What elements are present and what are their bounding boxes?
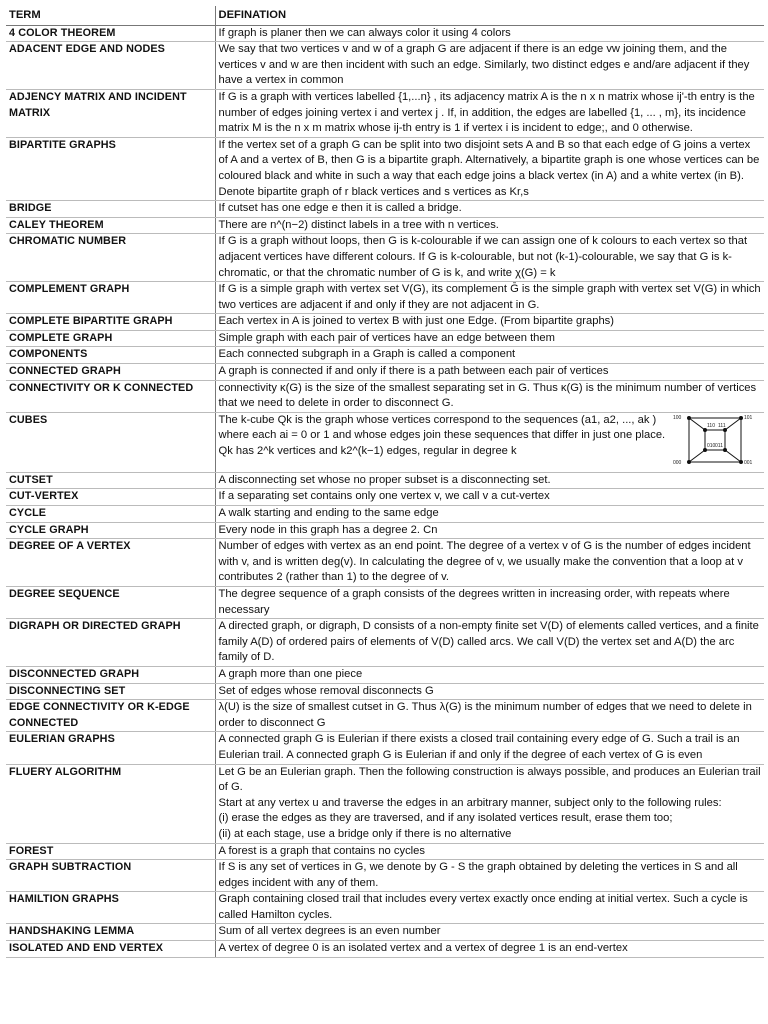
definition-cell: Each connected subgraph in a Graph is called a component (215, 347, 764, 364)
table-row (6, 217, 764, 234)
definition-cell: The degree sequence of a graph consists of the degrees written in increasing order, with repeats where necessary (215, 587, 764, 619)
definition-cell: If G is a simple graph with vertex set V(G), its complement Ḡ is the simple graph with vertex set V(G) in which two vertices are adjacent if and only if they are not adjacent in G. (215, 282, 764, 314)
definition-cell: Number of edges with vertex as an end point. The degree of a vertex v of G is the number of edges incident with v, and is written deg(v). In calculating the degree of v, we usually make the convention that a loop at v contributes 2 (rather than 1) to the degree of v. (215, 539, 764, 587)
cube-label: 001 (744, 459, 753, 466)
term-cell: CONNECTED GRAPH (6, 364, 215, 381)
cube-vertex (687, 416, 691, 420)
term-cell: CYCLE (6, 506, 215, 523)
term-cell: COMPLEMENT GRAPH (6, 282, 215, 314)
term-cell: CUT-VERTEX (6, 489, 215, 506)
header-row (6, 6, 764, 25)
table-row (6, 330, 764, 347)
definition-cell: Set of edges whose removal disconnects G (215, 683, 764, 700)
definition-cell: A vertex of degree 0 is an isolated vertex and a vertex of degree 1 is an end-vertex (215, 941, 764, 958)
definition-cell: A directed graph, or digraph, D consists of a non-empty finite set V(D) of elements called vertices, and a finite family A(D) of ordered pairs of elements of V(D) called arcs. We call V(D) the vertex set and A(D) the arc family of D. (215, 619, 764, 667)
term-cell: FLUERY ALGORITHM (6, 764, 215, 843)
table-row (6, 892, 764, 924)
table-row (6, 347, 764, 364)
table-row (6, 364, 764, 381)
cube-label: 010 (707, 442, 716, 449)
term-cell: BIPARTITE GRAPHS (6, 137, 215, 200)
term-cell: COMPLETE GRAPH (6, 330, 215, 347)
definition-cell: If G is a graph with vertices labelled {1,...n} , its adjacency matrix A is the n x n matrix whose ij'-th entry is the number of edges joining vertex i and vertex j . If, in addition, the edges are labelled {1, ... , m}, its incidence matrix M is the n x m matrix whose ij-th entry is 1 if vertex i is incident to edge;, and 0 otherwise. (215, 89, 764, 137)
definition-cell: Let G be an Eulerian graph. Then the following construction is always possible, and produces an Eulerian trail of G. Start at any vertex u and traverse the edges in an arbitrary manner, subject only to the following rules: (i) erase the edges as they are traversed, and if any isolated vertices result, erase them too; (ii) at each stage, use a bridge only if there is no alternative (215, 764, 764, 843)
term-column-header: TERM (6, 6, 215, 25)
definition-cell: Sum of all vertex degrees is an even number (215, 924, 764, 941)
term-cell: 4 COLOR THEOREM (6, 25, 215, 42)
term-cell: DISCONNECTING SET (6, 683, 215, 700)
glossary-table (6, 6, 764, 958)
table-row (6, 732, 764, 764)
table-row (6, 506, 764, 523)
table-row (6, 700, 764, 732)
cube-definition (219, 413, 762, 472)
term-cell: CONNECTIVITY OR K CONNECTED (6, 380, 215, 412)
definition-cell: If G is a graph without loops, then G is k-colourable if we can assign one of k colours to each vertex so that adjacent vertices have different colours. If G is k-colourable, but not (k-1)-colourable, we say that G is k-chromatic, or that the chromatic number of G is k, and write χ(G) = k (215, 234, 764, 282)
table-row (6, 924, 764, 941)
cube-label: 100 (673, 414, 682, 421)
table-row (6, 282, 764, 314)
table-row (6, 234, 764, 282)
table-row (6, 683, 764, 700)
term-cell: FOREST (6, 843, 215, 860)
definition-cell: If the vertex set of a graph G can be split into two disjoint sets A and B so that each edge of G joins a vertex of A and a vertex of B, then G is a bipartite graph. Alternatively, a bipartite graph is one whose vertices can be coloured black and white in such a way that each edge joins a black vertex (in A) and a white vertex (in B). Denote bipartite graph of r black vertices and s vertices as Kr,s (215, 137, 764, 200)
definition-cell: Graph containing closed trail that includes every vertex exactly once ending at initial vertex. Such a cycle is called Hamilton cycles. (215, 892, 764, 924)
definition-cell: connectivity κ(G) is the size of the smallest separating set in G. Thus κ(G) is the minimum number of vertices that we need to delete in order to disconnect G. (215, 380, 764, 412)
term-cell: ADACENT EDGE AND NODES (6, 42, 215, 90)
term-cell: CUBES (6, 412, 215, 472)
term-cell: DEGREE OF A VERTEX (6, 539, 215, 587)
table-row (6, 619, 764, 667)
term-cell: CUTSET (6, 472, 215, 489)
definition-cell: A graph more than one piece (215, 666, 764, 683)
definition-cell: If S is any set of vertices in G, we denote by G - S the graph obtained by deleting the vertices in S and all edges incident with any of them. (215, 860, 764, 892)
cube-graph-figure (671, 412, 761, 472)
definition-column-header: DEFINATION (215, 6, 764, 25)
table-row (6, 25, 764, 42)
definition-cell: Simple graph with each pair of vertices have an edge between them (215, 330, 764, 347)
table-row (6, 587, 764, 619)
table-row (6, 539, 764, 587)
cube-vertex (739, 416, 743, 420)
table-row (6, 201, 764, 218)
table-row (6, 314, 764, 331)
definition-cell: λ(U) is the size of smallest cutset in G. Thus λ(G) is the minimum number of edges that we need to delete in order to disconnect G (215, 700, 764, 732)
definition-cell: A forest is a graph that contains no cycles (215, 843, 764, 860)
definition-cell: If cutset has one edge e then it is called a bridge. (215, 201, 764, 218)
table-row (6, 489, 764, 506)
table-row (6, 941, 764, 958)
table-row (6, 89, 764, 137)
term-cell: DEGREE SEQUENCE (6, 587, 215, 619)
cube-label: 101 (744, 414, 753, 421)
term-cell: ISOLATED AND END VERTEX (6, 941, 215, 958)
term-cell: CYCLE GRAPH (6, 522, 215, 539)
term-cell: COMPLETE BIPARTITE GRAPH (6, 314, 215, 331)
term-cell: CHROMATIC NUMBER (6, 234, 215, 282)
table-row (6, 42, 764, 90)
cube-label: 111 (718, 422, 726, 429)
term-cell: BRIDGE (6, 201, 215, 218)
glossary-sheet (6, 6, 764, 958)
term-cell: DIGRAPH OR DIRECTED GRAPH (6, 619, 215, 667)
definition-cell: There are n^(n−2) distinct labels in a tree with n vertices. (215, 217, 764, 234)
table-row (6, 860, 764, 892)
term-cell: DISCONNECTED GRAPH (6, 666, 215, 683)
term-cell: HANDSHAKING LEMMA (6, 924, 215, 941)
term-cell: CALEY THEOREM (6, 217, 215, 234)
table-row (6, 764, 764, 843)
cube-vertex (687, 460, 691, 464)
definition-cell: If a separating set contains only one vertex v, we call v a cut-vertex (215, 489, 764, 506)
definition-cell: A connected graph G is Eulerian if there exists a closed trail containing every edge of G. Such a trail is an Eulerian trail. A connected graph G is Eulerian if and only if the degree of each vertex of G is even (215, 732, 764, 764)
table-row (6, 843, 764, 860)
definition-cell (215, 412, 764, 472)
cube-vertex (723, 448, 727, 452)
table-row (6, 137, 764, 200)
definition-cell: A graph is connected if and only if there is a path between each pair of vertices (215, 364, 764, 381)
definition-cell: We say that two vertices v and w of a graph G are adjacent if there is an edge vw joining them, and the vertices v and w are then incident with such an edge. Similarly, two distinct edges e and/are adjacent if they have a vertex in common (215, 42, 764, 90)
cube-label: 110 (707, 422, 715, 429)
cube-label: 011 (715, 442, 723, 449)
definition-cell: A walk starting and ending to the same edge (215, 506, 764, 523)
definition-cell: If graph is planer then we can always color it using 4 colors (215, 25, 764, 42)
cube-label: 000 (673, 459, 682, 466)
cube-definition-text: The k-cube Qk is the graph whose vertices correspond to the sequences (a1, a2, ..., ak ) where each ai = 0 or 1 and whose edges join these sequences that differ in just one place. Qk has 2^k vertices and k2^(k−1) edges, regular in degree k (218, 413, 666, 458)
definition-cell: Every node in this graph has a degree 2. Cn (215, 522, 764, 539)
term-cell: ADJENCY MATRIX AND INCIDENT MATRIX (6, 89, 215, 137)
definition-cell: Each vertex in A is joined to vertex B with just one Edge. (From bipartite graphs) (215, 314, 764, 331)
term-cell: COMPONENTS (6, 347, 215, 364)
table-row (6, 380, 764, 412)
table-row (6, 666, 764, 683)
term-cell: HAMILTION GRAPHS (6, 892, 215, 924)
definition-cell: A disconnecting set whose no proper subset is a disconnecting set. (215, 472, 764, 489)
term-cell: GRAPH SUBTRACTION (6, 860, 215, 892)
term-cell: EULERIAN GRAPHS (6, 732, 215, 764)
table-row (6, 412, 764, 472)
table-row (6, 522, 764, 539)
term-cell: EDGE CONNECTIVITY OR K-EDGE CONNECTED (6, 700, 215, 732)
table-row (6, 472, 764, 489)
cube-vertex (739, 460, 743, 464)
